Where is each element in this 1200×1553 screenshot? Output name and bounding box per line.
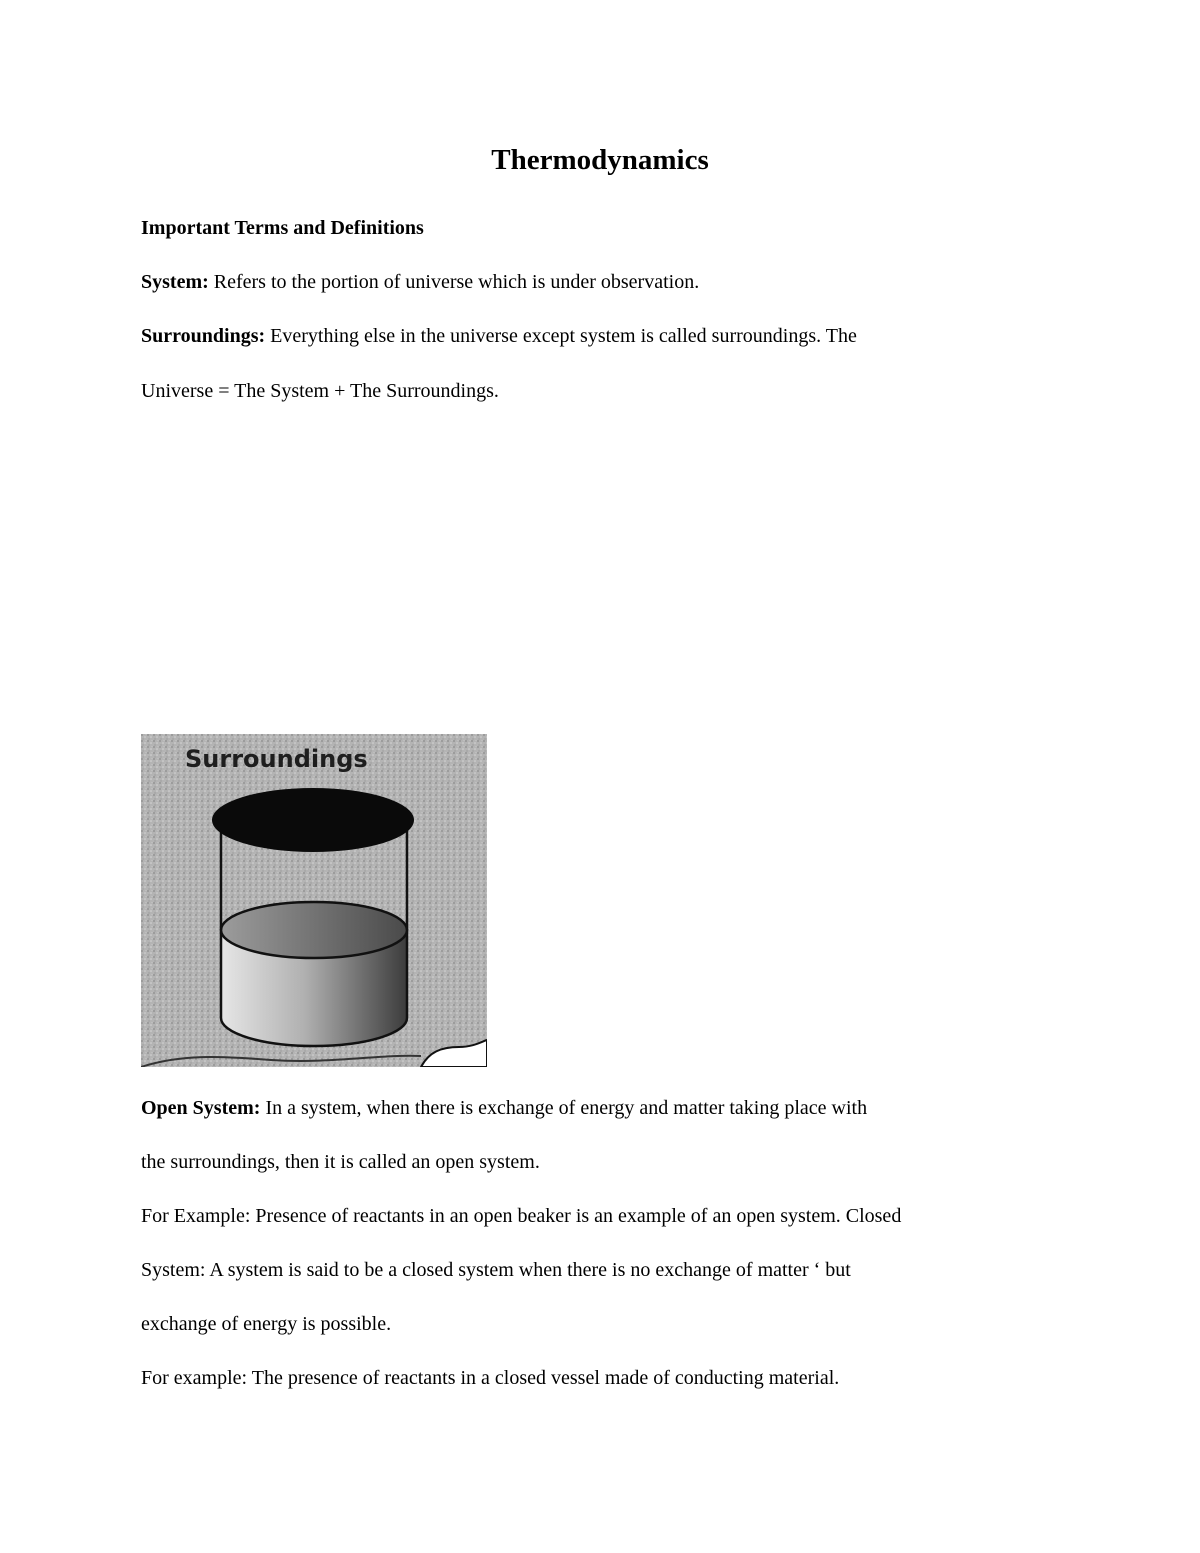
surroundings-definition-text: Everything else in the universe except system is called surroundings. The — [265, 325, 857, 347]
system-definition — [141, 268, 699, 296]
system-surroundings-figure — [141, 734, 487, 1067]
liquid-surface — [221, 902, 407, 958]
closed-system-line2: exchange of energy is possible. — [141, 1313, 392, 1335]
open-system-definition-text: In a system, when there is exchange of energy and matter taking place with — [260, 1097, 868, 1119]
closed-system-definition: System: A system is said to be a closed system when there is no exchange of matter ‘ but — [141, 1259, 851, 1281]
system-term: System: — [141, 271, 209, 293]
system-definition-text: Refers to the portion of universe which is under observation. — [208, 271, 700, 293]
closed-system-example: For example: The presence of reactants in a closed vessel made of conducting material. — [141, 1367, 840, 1389]
page-title: Thermodynamics — [491, 144, 709, 176]
section-heading: Important Terms and Definitions — [141, 217, 424, 239]
universe-equation: Universe = The System + The Surroundings. — [141, 380, 499, 402]
open-system-example: For Example: Presence of reactants in an open beaker is an example of an open system. Closed — [141, 1205, 902, 1227]
open-system-line2: the surroundings, then it is called an open system. — [141, 1151, 540, 1173]
figure-label: Surroundings — [185, 745, 368, 773]
surroundings-term: Surroundings: — [141, 325, 266, 347]
open-system-definition — [141, 1094, 867, 1122]
container-lid — [212, 788, 414, 852]
open-system-term: Open System: — [141, 1097, 261, 1119]
surroundings-definition — [141, 322, 857, 350]
